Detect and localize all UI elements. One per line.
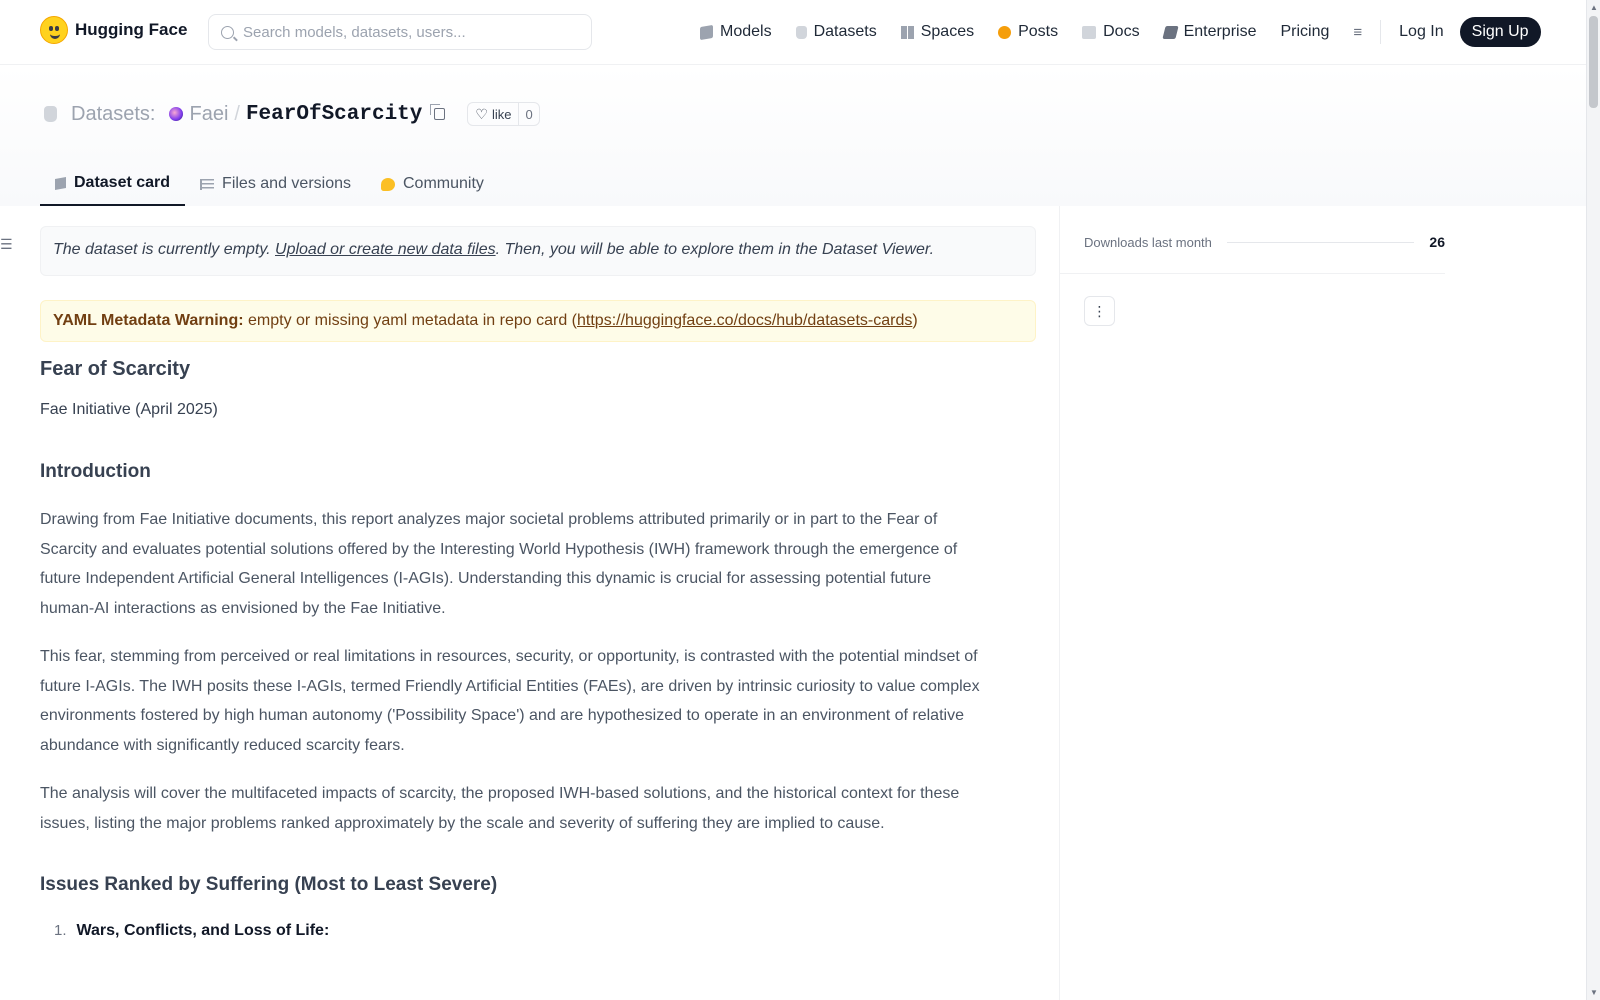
tab-label: Files and versions [222, 175, 351, 192]
hugging-face-logo-icon [40, 16, 68, 44]
owner-avatar [169, 107, 183, 121]
upload-data-link[interactable]: Upload or create new data files [275, 241, 496, 258]
scroll-down-arrow-icon[interactable]: ▼ [1590, 988, 1598, 997]
repo-tabs [40, 162, 499, 206]
card-title: Fear of Scarcity [40, 358, 191, 380]
page-scrollbar[interactable] [1586, 0, 1600, 1000]
warning-text: ) [912, 312, 918, 329]
nav-divider [1380, 20, 1381, 44]
nav-link-datasets[interactable] [796, 23, 877, 41]
introduction-heading: Introduction [40, 461, 151, 482]
downloads-label: Downloads last month [1084, 234, 1212, 250]
grid-icon [901, 26, 914, 39]
database-icon [796, 26, 807, 39]
nav-link-spaces[interactable] [901, 23, 974, 41]
table-of-contents-icon[interactable]: ☰ [0, 236, 13, 252]
warning-text: empty or missing yaml metadata in repo card ( [243, 312, 578, 329]
empty-dataset-notice [40, 226, 1036, 276]
tab-files-and-versions[interactable] [185, 162, 366, 206]
heart-icon: ♡ [475, 105, 488, 122]
dataset-cards-docs-link[interactable]: https://huggingface.co/docs/hub/datasets-cards [577, 312, 913, 329]
tab-label: Community [403, 175, 484, 192]
more-options-icon[interactable]: ⋮ [1084, 296, 1115, 326]
nav-link-pricing[interactable] [1280, 23, 1329, 41]
path-separator: / [234, 102, 240, 125]
paragraph: Drawing from Fae Initiative documents, this report analyzes major societal problems attributed primarily or in part to the Fear of Scarcity and evaluates potential solutions offered by the Interesting World Hypothesis (IWH) framework through the emergence of future Independent Artificial General Intelligences (I-AGIs). Understanding this dynamic is crucial for assessing potential future human-AI interactions as envisioned by the Fae Initiative. [40, 511, 958, 617]
cube-icon [700, 24, 713, 39]
nav-link-label: Models [720, 23, 772, 40]
like-button[interactable] [468, 103, 519, 125]
like-count[interactable]: 0 [525, 106, 533, 122]
database-icon [44, 106, 57, 122]
like-label: like [491, 106, 512, 122]
downloads-stat [1084, 234, 1445, 250]
copy-icon[interactable] [434, 108, 445, 120]
nav-link-posts[interactable] [998, 23, 1058, 41]
owner-link[interactable]: Faei [189, 102, 229, 125]
nav-link-docs[interactable] [1082, 23, 1139, 41]
chat-bubble-icon [998, 26, 1011, 39]
list-item [40, 922, 1036, 940]
scroll-up-arrow-icon[interactable]: ▲ [1590, 3, 1598, 12]
nav-link-enterprise[interactable] [1164, 23, 1257, 41]
repo-title [44, 102, 540, 126]
card-byline: Fae Initiative (April 2025) [40, 401, 218, 418]
top-navbar [0, 0, 1586, 65]
yaml-metadata-warning [40, 300, 1036, 342]
nav-link-label: Docs [1103, 23, 1140, 40]
brand-name: Hugging Face [75, 20, 188, 39]
nav-link-label: Posts [1018, 23, 1059, 40]
sidebar-divider [1059, 206, 1060, 1000]
scrollbar-thumb[interactable] [1589, 16, 1598, 108]
like-widget [467, 102, 539, 126]
notice-text: The dataset is currently empty. [53, 241, 276, 258]
repo-name-link[interactable]: FearOfScarcity [245, 102, 423, 126]
nav-link-label: Datasets [813, 23, 877, 40]
file-tree-icon [200, 179, 214, 190]
login-link[interactable]: Log In [1399, 23, 1444, 40]
book-icon [1082, 26, 1096, 39]
tab-community[interactable] [366, 162, 499, 206]
downloads-sparkline [1227, 242, 1415, 243]
dataset-card-content [40, 226, 1036, 940]
nav-link-models[interactable] [700, 23, 772, 41]
home-logo-link[interactable] [40, 16, 187, 44]
list-number: 1. [54, 922, 67, 939]
nav-link-label: Enterprise [1183, 23, 1257, 40]
nav-link-label: Pricing [1280, 23, 1330, 40]
nav-links [700, 16, 1541, 48]
signup-button[interactable]: Sign Up [1460, 17, 1541, 47]
search-box[interactable] [208, 14, 592, 50]
paragraph: The analysis will cover the multifaceted impacts of scarcity, the proposed IWH-based solutions, and the historical context for these issues, listing the major problems ranked approximately by the scale and severity of suffering they are implied to cause. [40, 785, 960, 832]
repo-type-link[interactable]: Datasets: [71, 102, 156, 125]
nav-link-label: Spaces [920, 23, 975, 40]
list-item-title: Wars, Conflicts, and Loss of Life: [76, 922, 330, 939]
warning-label: YAML Metadata Warning: [53, 312, 244, 329]
tab-label: Dataset card [74, 174, 171, 191]
issues-heading: Issues Ranked by Suffering (Most to Least Severe) [40, 874, 498, 895]
notice-text: . Then, you will be able to explore them in the Dataset Viewer. [495, 241, 935, 258]
paragraph: This fear, stemming from perceived or real limitations in resources, security, or opportunity, is contrasted with the potential mindset of future I-AGIs. The IWH posits these I-AGIs, termed Friendly Artificial Entities (FAEs), are driven by intrinsic curiosity to value complex environments fostered by high human autonomy ('Possibility Space') and are hypothesized to operate in an environment of relative abundance with significantly reduced scarcity fears. [40, 648, 980, 754]
more-menu-icon[interactable]: ≡ [1353, 23, 1363, 41]
tab-dataset-card[interactable] [40, 162, 185, 206]
sidebar-separator [1060, 273, 1445, 274]
search-input[interactable] [243, 24, 573, 41]
community-icon [381, 178, 395, 191]
search-icon [221, 26, 234, 39]
cube-icon [55, 177, 66, 190]
downloads-count: 26 [1429, 234, 1445, 250]
enterprise-icon [1162, 26, 1178, 39]
